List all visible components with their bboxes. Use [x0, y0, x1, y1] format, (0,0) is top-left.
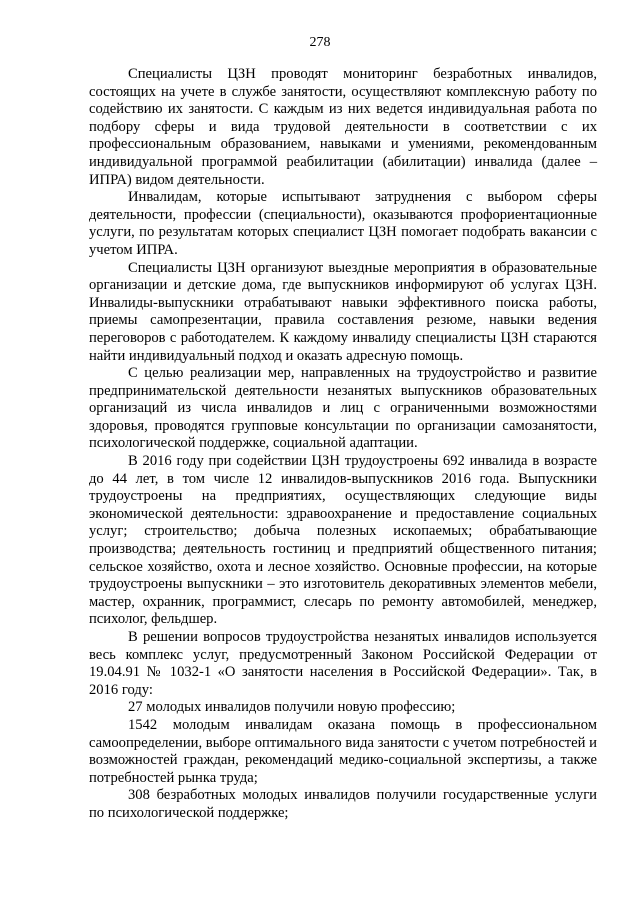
body-text [89, 66, 597, 823]
page-number: 278 [309, 35, 331, 50]
paragraph-entrepreneurship: С целью реализации мер, направленных на трудоустройство и развитие предпринимательской деятельности незанятых выпускников образовательных организаций из числа инвалидов и лиц с ограниченными возможностями здоровья, проводятся групповые консультации по организации самозанятости, психологической поддержке, социальной адаптации. [89, 365, 597, 452]
paragraph-new-profession: 27 молодых инвалидов получили новую профессию; [128, 699, 456, 716]
paragraph-outreach-events: Специалисты ЦЗН организуют выездные мероприятия в образовательные организации и детские дома, где выпускников информируют об услугах ЦЗН. Инвалиды-выпускники отрабатывают навыки эффективного поиска работы, приемы самопрезентации, правила составления резюме, навыки ведения переговоров с работодателем. К каждому инвалиду специалисты ЦЗН стараются найти индивидуальный подход и оказать адресную помощь. [89, 259, 597, 364]
paragraph-career-guidance: Инвалидам, которые испытывают затруднения с выбором сферы деятельности, профессии (специальности), оказываются профориентационные услуги, по результатам которых специалист ЦЗН помогает подобрать вакансии с учетом ИПРА. [89, 189, 597, 258]
paragraph-psychological-support: 308 безработных молодых инвалидов получили государственные услуги по психологической поддержке; [89, 787, 597, 821]
paragraph-monitoring: Специалисты ЦЗН проводят мониторинг безработных инвалидов, состоящих на учете в службе занятости, осуществляют комплексную работу по содействию их занятости. С каждым из них ведется индивидуальная работа по подбору сферы и вида трудовой деятельности в соответствии с их профессиональным образованием, навыками и умениями, рекомендованным индивидуальной программой реабилитации (абилитации) инвалида (далее – ИПРА) видом деятельности. [89, 66, 597, 188]
paragraph-employment-2016: В 2016 году при содействии ЦЗН трудоустроены 692 инвалида в возрасте до 44 лет, в том числе 12 инвалидов-выпускников 2016 года. Выпускники трудоустроены на предприятиях, осуществляющих следующие виды экономической деятельности: здравоохранение и предоставление социальных услуг; строительство; добыча полезных ископаемых; обрабатывающие производства; деятельность гостиниц и предприятий общественного питания; сельское хозяйство, охота и лесное хозяйство. Основные профессии, на которые трудоустроены выпускники – это изготовитель декоративных элементов мебели, мастер, охранник, программист, слесарь по ремонту автомобилей, менеджер, психолог, фельдшер. [89, 453, 597, 628]
paragraph-self-determination: 1542 молодым инвалидам оказана помощь в профессиональном самоопределении, выборе оптимального вида занятости с учетом потребностей и возможностей граждан, рекомендаций медико-социальной экспертизы, а также потребностей рынка труда; [89, 716, 597, 786]
paragraph-services-law: В решении вопросов трудоустройства незанятых инвалидов используется весь комплекс услуг, предусмотренный Законом Российской Федерации от 19.04.91 № 1032-1 «О занятости населения в Российской Федерации». Так, в 2016 году: [89, 629, 597, 698]
